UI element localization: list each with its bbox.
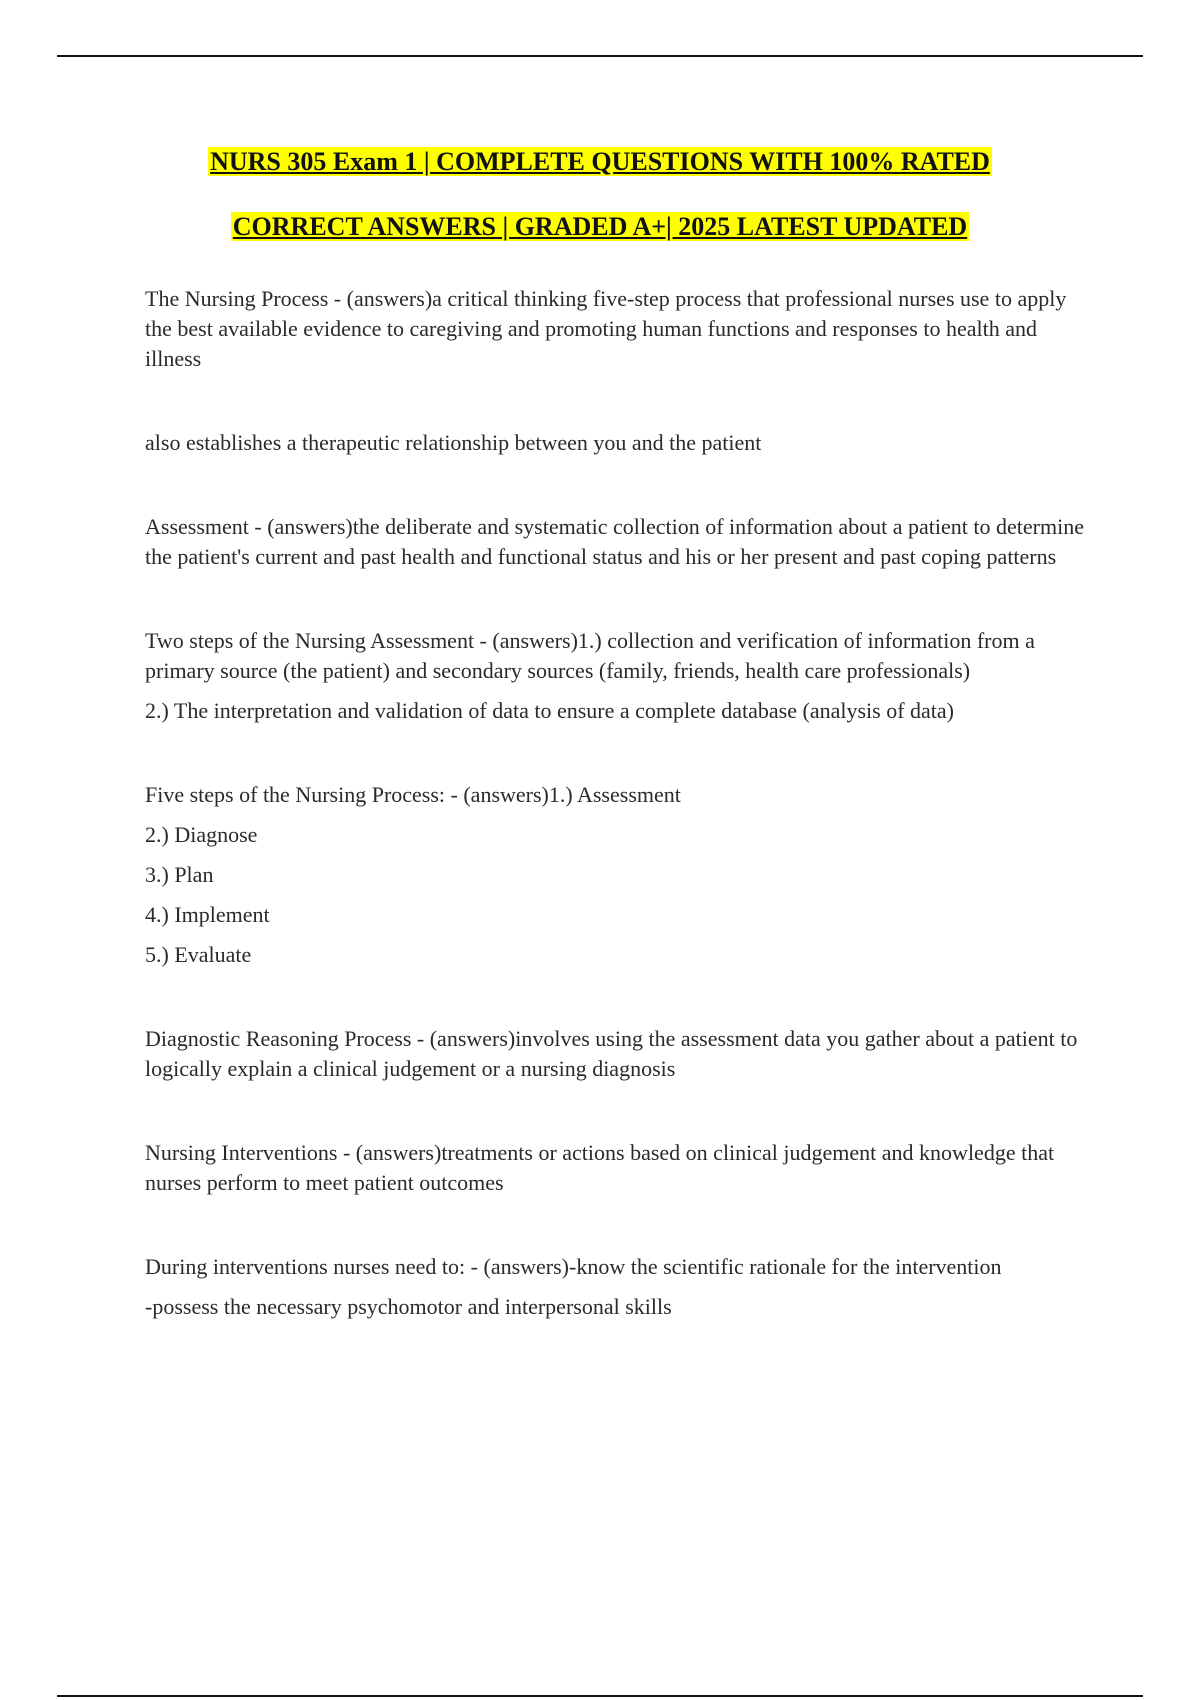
entry-during-interventions-item-2: -possess the necessary psychomotor and interpersonal skills — [145, 1294, 672, 1319]
entry-nursing-interventions: Nursing Interventions - (answers)treatments or actions based on clinical judgement and knowledge that nurses perform to meet patient outcomes — [145, 1140, 1055, 1195]
entry-assessment: Assessment - (answers)the deliberate and systematic collection of information about a patient to determine the patient's current and past health and functional status and his or her present and past coping patterns — [145, 514, 1084, 569]
title-highlight-2: CORRECT ANSWERS | GRADED A+| 2025 LATEST UPDATED — [232, 212, 968, 241]
footer-rule — [57, 1695, 1143, 1697]
entry-five-steps-item-4: 4.) Implement — [145, 902, 270, 927]
entry-five-steps: Five steps of the Nursing Process: - (answers)1.) Assessment — [145, 782, 681, 807]
entry-five-steps-item-2: 2.) Diagnose — [145, 822, 258, 847]
entry-two-steps-item-2: 2.) The interpretation and validation of data to ensure a complete database (analysis of data) — [145, 698, 955, 723]
entry-five-steps-item-3: 3.) Plan — [145, 862, 214, 887]
entry-two-steps-assessment: Two steps of the Nursing Assessment - (answers)1.) collection and verification of information from a primary source (the patient) and secondary sources (family, friends, health care professionals) — [145, 628, 1035, 683]
document-title-line-2 — [0, 210, 1200, 244]
title-highlight-1: NURS 305 Exam 1 | COMPLETE QUESTIONS WITH 100% RATED — [210, 147, 990, 176]
entry-five-steps-item-5: 5.) Evaluate — [145, 942, 252, 967]
document-title-line-1 — [0, 145, 1200, 179]
entry-nursing-process: The Nursing Process - (answers)a critical thinking five-step process that professional nurses use to apply the best available evidence to caregiving and promoting human functions and responses to health and illness — [145, 286, 1067, 371]
document-body — [145, 284, 1095, 1322]
header-rule — [57, 55, 1143, 57]
entry-during-interventions: During interventions nurses need to: - (answers)-know the scientific rationale for the intervention — [145, 1254, 1002, 1279]
entry-diagnostic-reasoning: Diagnostic Reasoning Process - (answers)involves using the assessment data you gather about a patient to logically explain a clinical judgement or a nursing diagnosis — [145, 1026, 1078, 1081]
entry-therapeutic-relationship: also establishes a therapeutic relationship between you and the patient — [145, 430, 762, 455]
